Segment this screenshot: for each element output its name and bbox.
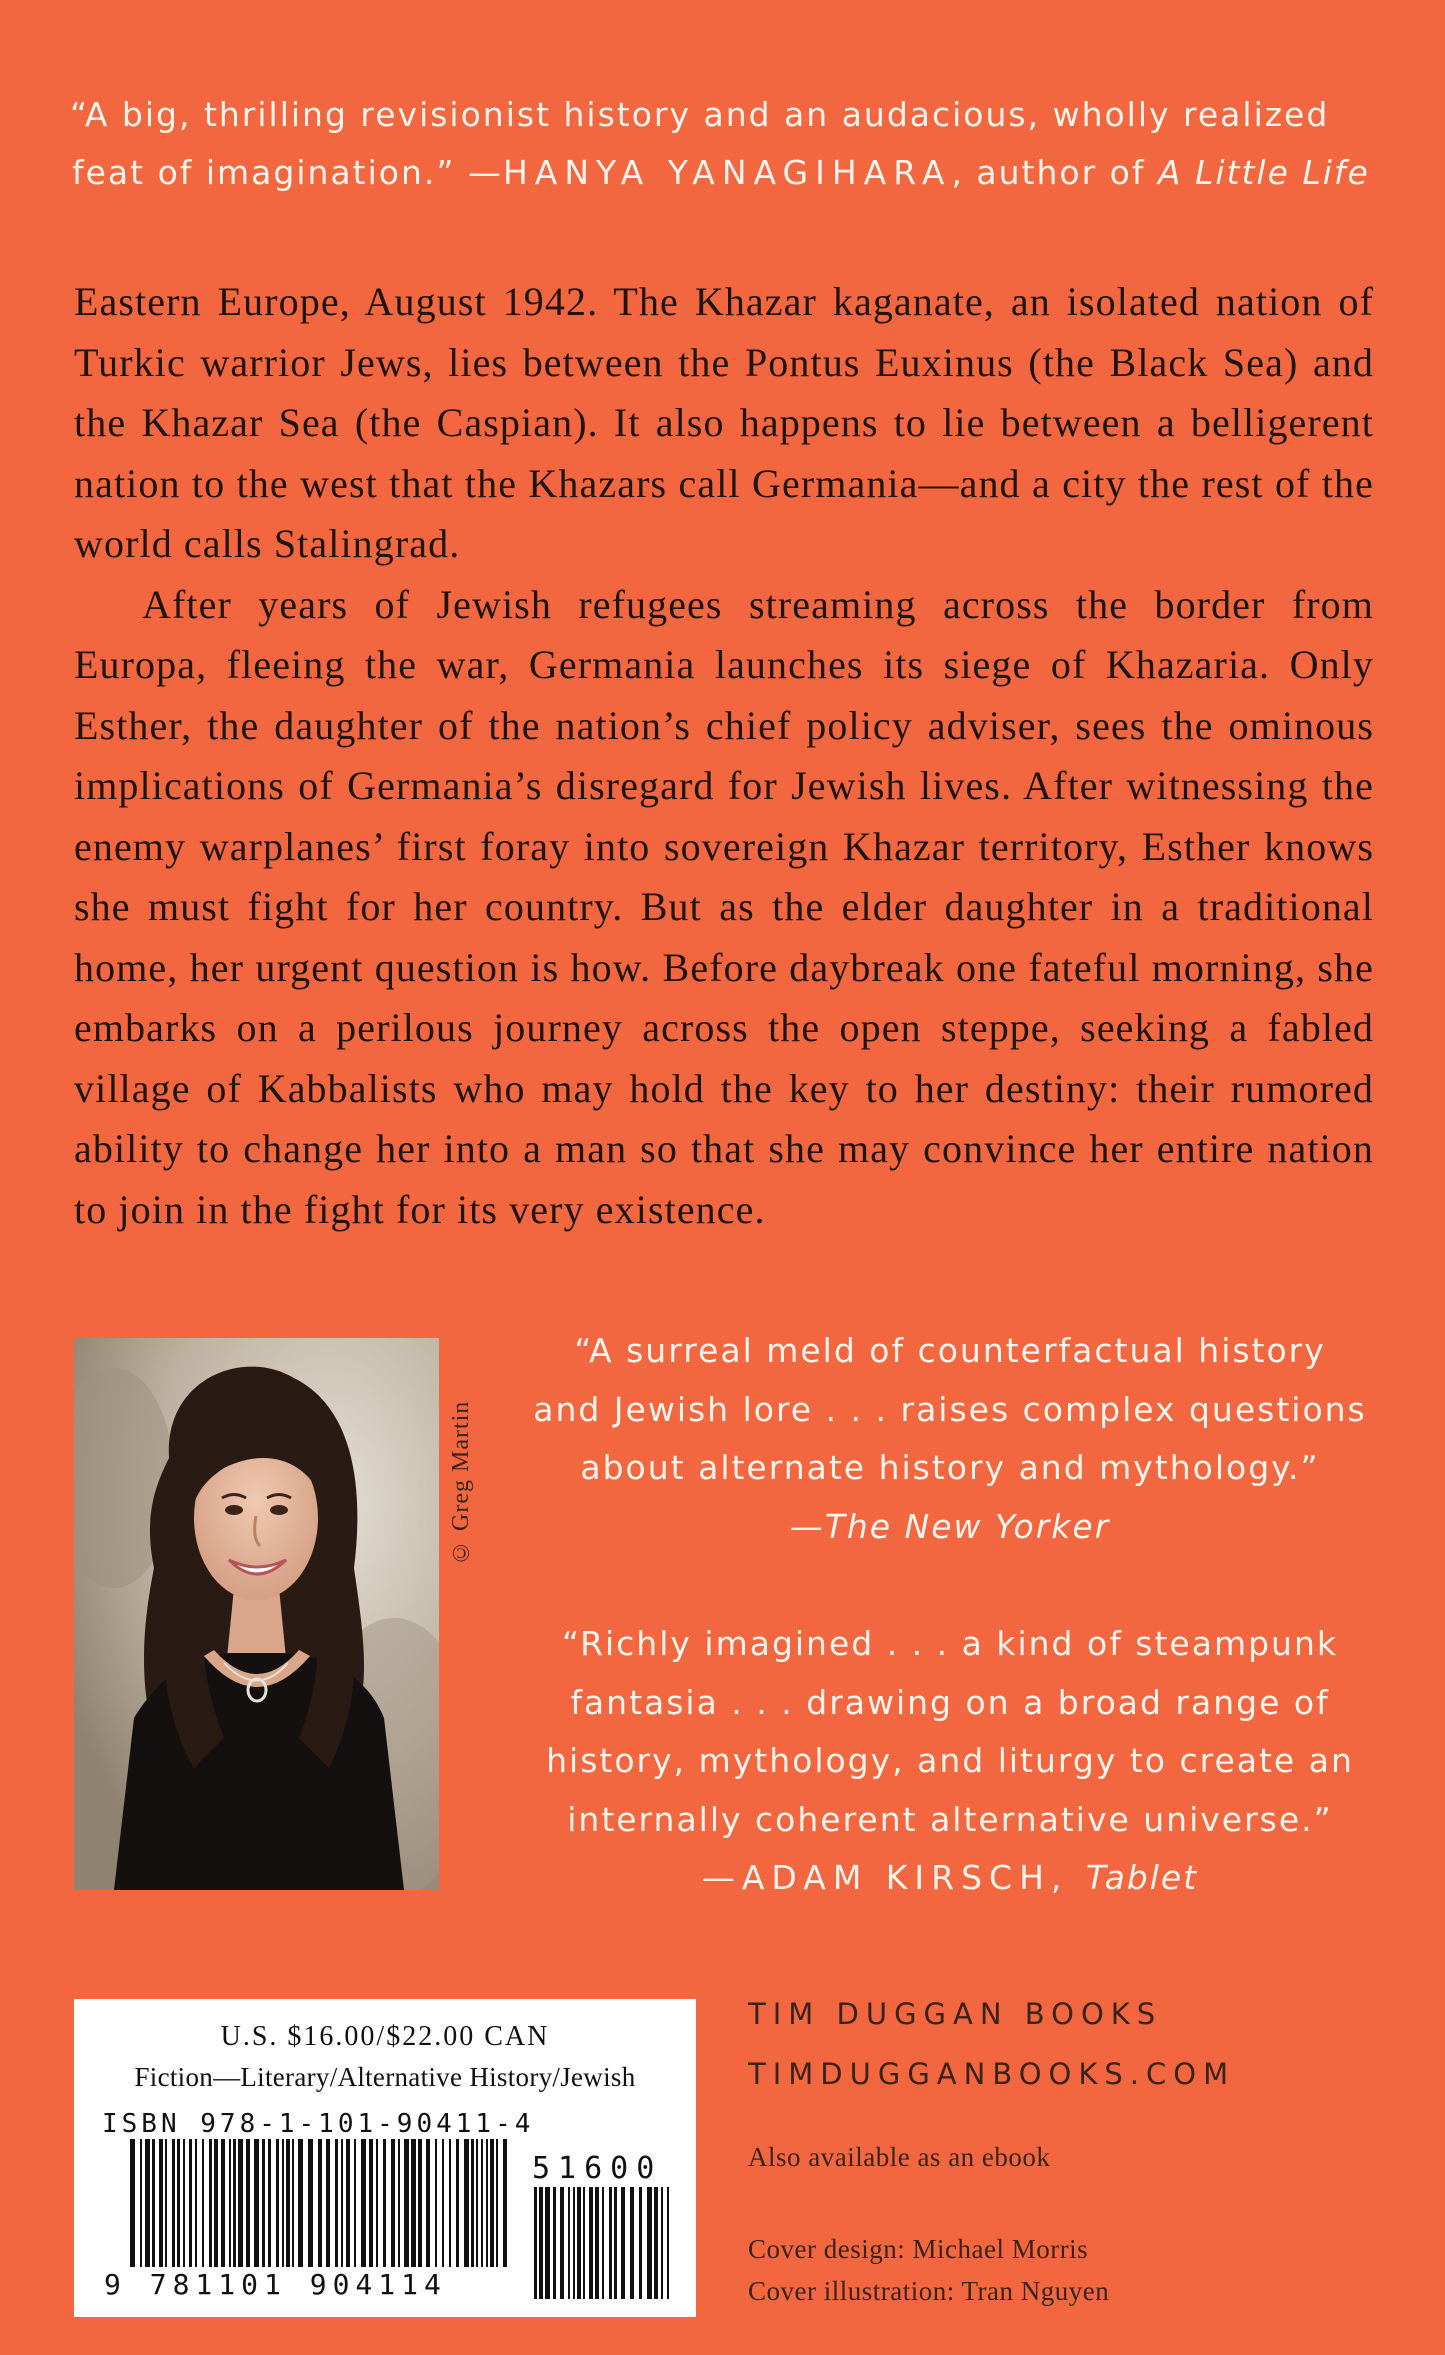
barcode-bar	[140, 2139, 142, 2267]
barcode-bar	[583, 2187, 585, 2299]
barcode-bar	[214, 2139, 218, 2267]
barcode-bar	[481, 2139, 483, 2267]
barcode-bar	[639, 2187, 642, 2299]
review-quote-tablet	[520, 1615, 1380, 1908]
barcode-bar	[233, 2139, 236, 2267]
barcode-bar	[145, 2139, 150, 2267]
barcode-bar	[577, 2187, 581, 2299]
barcode-bar	[621, 2187, 625, 2299]
blurb-author-rest: , author of	[951, 153, 1158, 192]
isbn-label: ISBN 978-1-101-90411-4	[102, 2109, 535, 2139]
addon-barcode	[534, 2187, 674, 2299]
barcode-bar	[376, 2139, 378, 2267]
barcode-bar	[189, 2139, 192, 2267]
barcode-bar	[654, 2187, 658, 2299]
top-blurb-line-2-text: feat of imagination.” —	[72, 153, 503, 192]
barcode-bar	[361, 2139, 366, 2267]
price-barcode-box	[74, 1999, 696, 2317]
barcode-bar	[418, 2139, 422, 2267]
barcode-bar	[202, 2139, 204, 2267]
ebook-note: Also available as an ebook	[748, 2142, 1051, 2172]
barcode-bar	[449, 2139, 451, 2267]
barcode-bar	[476, 2139, 478, 2267]
barcode-bar	[165, 2139, 167, 2267]
quote1-source: —The New Yorker	[789, 1506, 1111, 1546]
barcode-bar	[539, 2187, 543, 2299]
barcode-bar	[246, 2139, 250, 2267]
barcode-bar	[177, 2139, 180, 2267]
barcode-bar	[335, 2139, 338, 2267]
barcode-bar	[614, 2187, 617, 2299]
barcode-bar	[130, 2139, 135, 2267]
barcode-digits: 9 781101 904114	[104, 2268, 447, 2299]
barcode-bar	[534, 2187, 537, 2299]
barcode-bar	[183, 2139, 185, 2267]
barcode-bar	[545, 2187, 550, 2299]
category-label: Fiction—Literary/Alternative History/Jewish	[134, 2062, 636, 2092]
barcode-bar	[209, 2139, 212, 2267]
barcode-bar	[254, 2139, 259, 2267]
quote2-line-3: history, mythology, and liturgy to create an	[546, 1741, 1354, 1780]
barcode-bar	[318, 2139, 322, 2267]
barcode-bar	[490, 2139, 494, 2267]
barcode-bar	[292, 2139, 294, 2267]
author-portrait-illustration	[74, 1338, 439, 1890]
barcode-bar	[383, 2139, 386, 2267]
barcode-bar	[568, 2187, 570, 2299]
barcode-bar	[195, 2139, 197, 2267]
barcode-bar	[595, 2187, 599, 2299]
barcode-bar	[298, 2139, 303, 2267]
addon-digits: 51600	[532, 2151, 663, 2186]
barcode-bar	[326, 2139, 330, 2267]
barcode-bar	[404, 2139, 409, 2267]
barcode-bar	[503, 2139, 507, 2267]
price-label: U.S. $16.00/$22.00 CAN	[220, 2021, 550, 2052]
description-paragraph-2: After years of Jewish refugees streaming across the border from Europa, fleeing the war, Germania launches its siege of Khazaria. Only Esther, the daughter of the nation’s chief policy adviser, sees the ominous implications of Germania’s disregard for Jewish lives. After witnessing the enemy warplanes’ first foray into sovereign Khazar territory, Esther knows she must fight for her country. But as the elder daughter in a traditional home, her urgent question is how. Before daybreak one fateful morning, she embarks on a perilous journey across the open steppe, seeking a fabled village of Kabbalists who may hold the key to her destiny: their rumored ability to change her into a man so that she may convince her entire nation to join in the fight for its very existence.	[74, 581, 1374, 1232]
barcode-bar	[262, 2139, 265, 2267]
barcode-bar	[630, 2187, 634, 2299]
author-photo	[74, 1338, 439, 1890]
barcode-bar	[276, 2139, 279, 2267]
quote2-publication: Tablet	[1085, 1858, 1199, 1897]
barcode-bar	[268, 2139, 271, 2267]
barcode-bar	[442, 2139, 444, 2267]
barcode-bar	[159, 2139, 163, 2267]
blurb-author-name: HANYA YANAGIHARA	[502, 153, 952, 192]
barcode-bar	[341, 2139, 343, 2267]
barcode-bar	[282, 2139, 284, 2267]
barcode-bar	[398, 2139, 400, 2267]
publisher-url: TIMDUGGANBOOKS.COM	[748, 2057, 1236, 2091]
cover-design-credit: Cover design: Michael Morris	[748, 2234, 1089, 2264]
top-blurb	[70, 86, 1390, 202]
ean-barcode	[104, 2139, 514, 2299]
quote2-author: —ADAM KIRSCH,	[701, 1858, 1086, 1897]
barcode-bar	[496, 2139, 498, 2267]
barcode-bar	[435, 2139, 437, 2267]
quote1-attribution	[520, 1498, 1380, 1557]
cover-illustration-credit: Cover illustration: Tran Nguyen	[748, 2276, 1110, 2306]
barcode-bar	[573, 2187, 575, 2299]
barcode-bar	[589, 2187, 593, 2299]
barcode-bar	[391, 2139, 395, 2267]
barcode-bar	[221, 2139, 225, 2267]
barcode-bar	[411, 2139, 416, 2267]
barcode-bar	[609, 2187, 612, 2299]
quote1-line-3: about alternate history and mythology.”	[580, 1448, 1320, 1487]
barcode-bar	[229, 2139, 231, 2267]
quote1-line-1: “A surreal meld of counterfactual history	[574, 1331, 1326, 1370]
quote1-line-2: and Jewish lore . . . raises complex questions	[533, 1389, 1367, 1429]
barcode-bar	[286, 2139, 290, 2267]
quote2-attribution	[520, 1849, 1380, 1908]
barcode-bar	[602, 2187, 604, 2299]
barcode-bar	[152, 2139, 155, 2267]
photo-credit: © Greg Martin	[448, 1400, 474, 1565]
quote2-line-2: fantasia . . . drawing on a broad range of	[570, 1682, 1330, 1722]
barcode-bar	[560, 2187, 564, 2299]
barcode-bar	[471, 2139, 474, 2267]
barcode-bar	[661, 2187, 663, 2299]
barcode-bar	[456, 2139, 459, 2267]
barcode-bar	[369, 2139, 373, 2267]
quote2-line-4: internally coherent alternative universe.”	[567, 1799, 1333, 1839]
barcode-bar	[667, 2187, 669, 2299]
barcode-bar	[172, 2139, 175, 2267]
barcode-bar	[354, 2139, 356, 2267]
barcode-bar	[238, 2139, 243, 2267]
book-description	[74, 272, 1374, 1240]
barcode-bar	[346, 2139, 350, 2267]
barcode-bar	[553, 2187, 556, 2299]
description-paragraph-1: Eastern Europe, August 1942. The Khazar kaganate, an isolated nation of Turkic warrior Jews, lies between the Pontus Euxinus (the Black Sea) and the Khazar Sea (the Caspian). It also happens to lie between a belligerent nation to the west that the Khazars call Germania—and a city the rest of the world calls Stalingrad.	[74, 279, 1374, 566]
blurb-author-book-title: A Little Life	[1157, 153, 1370, 192]
publisher-name: TIM DUGGAN BOOKS	[748, 1997, 1163, 2031]
barcode-bar	[486, 2139, 488, 2267]
barcode-bar	[464, 2139, 469, 2267]
quote2-line-1: “Richly imagined . . . a kind of steampunk	[561, 1624, 1338, 1663]
barcode-bar	[647, 2187, 652, 2299]
top-blurb-line-1: “A big, thrilling revisionist history and an audacious, wholly realized	[70, 95, 1330, 134]
barcode-bar	[426, 2139, 430, 2267]
review-quote-new-yorker	[520, 1322, 1380, 1556]
barcode-bar	[308, 2139, 313, 2267]
top-blurb-line-2	[72, 144, 1390, 202]
